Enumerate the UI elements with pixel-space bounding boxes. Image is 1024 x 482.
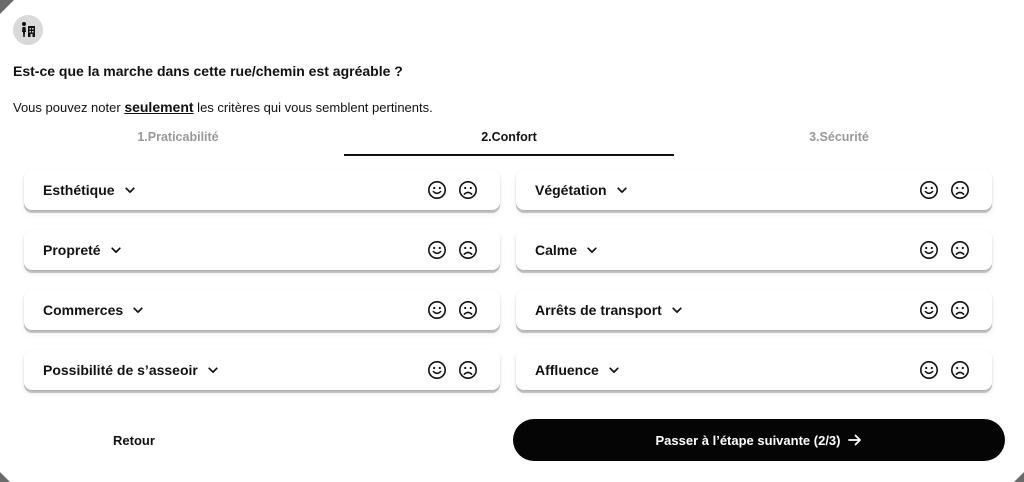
window-corner <box>0 0 14 14</box>
chevron-down-icon[interactable] <box>208 367 218 374</box>
criterion-card <box>516 290 992 330</box>
smiley-happy-icon[interactable] <box>427 180 447 200</box>
rating-buttons <box>919 180 970 200</box>
back-button[interactable]: Retour <box>84 430 184 450</box>
criterion-label: Végétation <box>535 182 607 198</box>
chevron-down-icon[interactable] <box>111 247 121 254</box>
smiley-happy-icon[interactable] <box>919 240 939 260</box>
next-step-button[interactable] <box>513 419 1005 461</box>
smiley-sad-icon[interactable] <box>458 300 478 320</box>
tab-confort[interactable]: 2.Confort <box>344 130 674 156</box>
window-corner <box>0 472 10 482</box>
criterion-card <box>516 230 992 270</box>
chevron-down-icon[interactable] <box>125 187 135 194</box>
criterion-card <box>516 350 992 390</box>
criterion-label: Calme <box>535 242 578 258</box>
criterion-label: Esthétique <box>43 182 115 198</box>
smiley-sad-icon[interactable] <box>950 360 970 380</box>
chevron-down-icon[interactable] <box>587 247 597 254</box>
page-question: Est-ce que la marche dans cette rue/chemin est agréable ? <box>13 63 403 79</box>
pedestrian-building-icon <box>13 15 43 45</box>
smiley-sad-icon[interactable] <box>458 180 478 200</box>
criterion-card <box>24 230 500 270</box>
chevron-down-icon[interactable] <box>133 307 143 314</box>
smiley-happy-icon[interactable] <box>427 360 447 380</box>
rating-buttons <box>919 240 970 260</box>
smiley-sad-icon[interactable] <box>458 360 478 380</box>
criterion-card <box>24 290 500 330</box>
smiley-happy-icon[interactable] <box>427 300 447 320</box>
smiley-sad-icon[interactable] <box>950 240 970 260</box>
criterion-card <box>516 170 992 210</box>
instruction-suffix: les critères qui vous semblent pertinents. <box>193 100 433 115</box>
smiley-happy-icon[interactable] <box>919 360 939 380</box>
smiley-sad-icon[interactable] <box>458 240 478 260</box>
arrow-right-icon <box>848 434 862 446</box>
chevron-down-icon[interactable] <box>672 307 682 314</box>
rating-buttons <box>919 300 970 320</box>
criterion-label: Commerces <box>43 302 124 318</box>
rating-buttons <box>427 300 478 320</box>
instruction-prefix: Vous pouvez noter <box>13 100 125 115</box>
smiley-happy-icon[interactable] <box>427 240 447 260</box>
criterion-label: Propreté <box>43 242 101 258</box>
chevron-down-icon[interactable] <box>617 187 627 194</box>
rating-buttons <box>427 360 478 380</box>
tab-securite[interactable]: 3.Sécurité <box>809 130 869 144</box>
rating-buttons <box>427 240 478 260</box>
smiley-sad-icon[interactable] <box>950 180 970 200</box>
smiley-sad-icon[interactable] <box>950 300 970 320</box>
instruction-text <box>13 99 433 115</box>
criterion-label: Possibilité de s’asseoir <box>43 362 198 378</box>
window-corner <box>1014 472 1024 482</box>
smiley-happy-icon[interactable] <box>919 300 939 320</box>
criterion-label: Affluence <box>535 362 599 378</box>
smiley-happy-icon[interactable] <box>919 180 939 200</box>
tab-praticabilite[interactable]: 1.Praticabilité <box>137 130 219 144</box>
criterion-label: Arrêts de transport <box>535 302 662 318</box>
instruction-emphasis: seulement <box>124 99 194 115</box>
rating-buttons <box>919 360 970 380</box>
next-step-label: Passer à l’étape suivante (2/3) <box>655 432 841 448</box>
rating-buttons <box>427 180 478 200</box>
chevron-down-icon[interactable] <box>609 367 619 374</box>
criterion-card <box>24 170 500 210</box>
criterion-card <box>24 350 500 390</box>
